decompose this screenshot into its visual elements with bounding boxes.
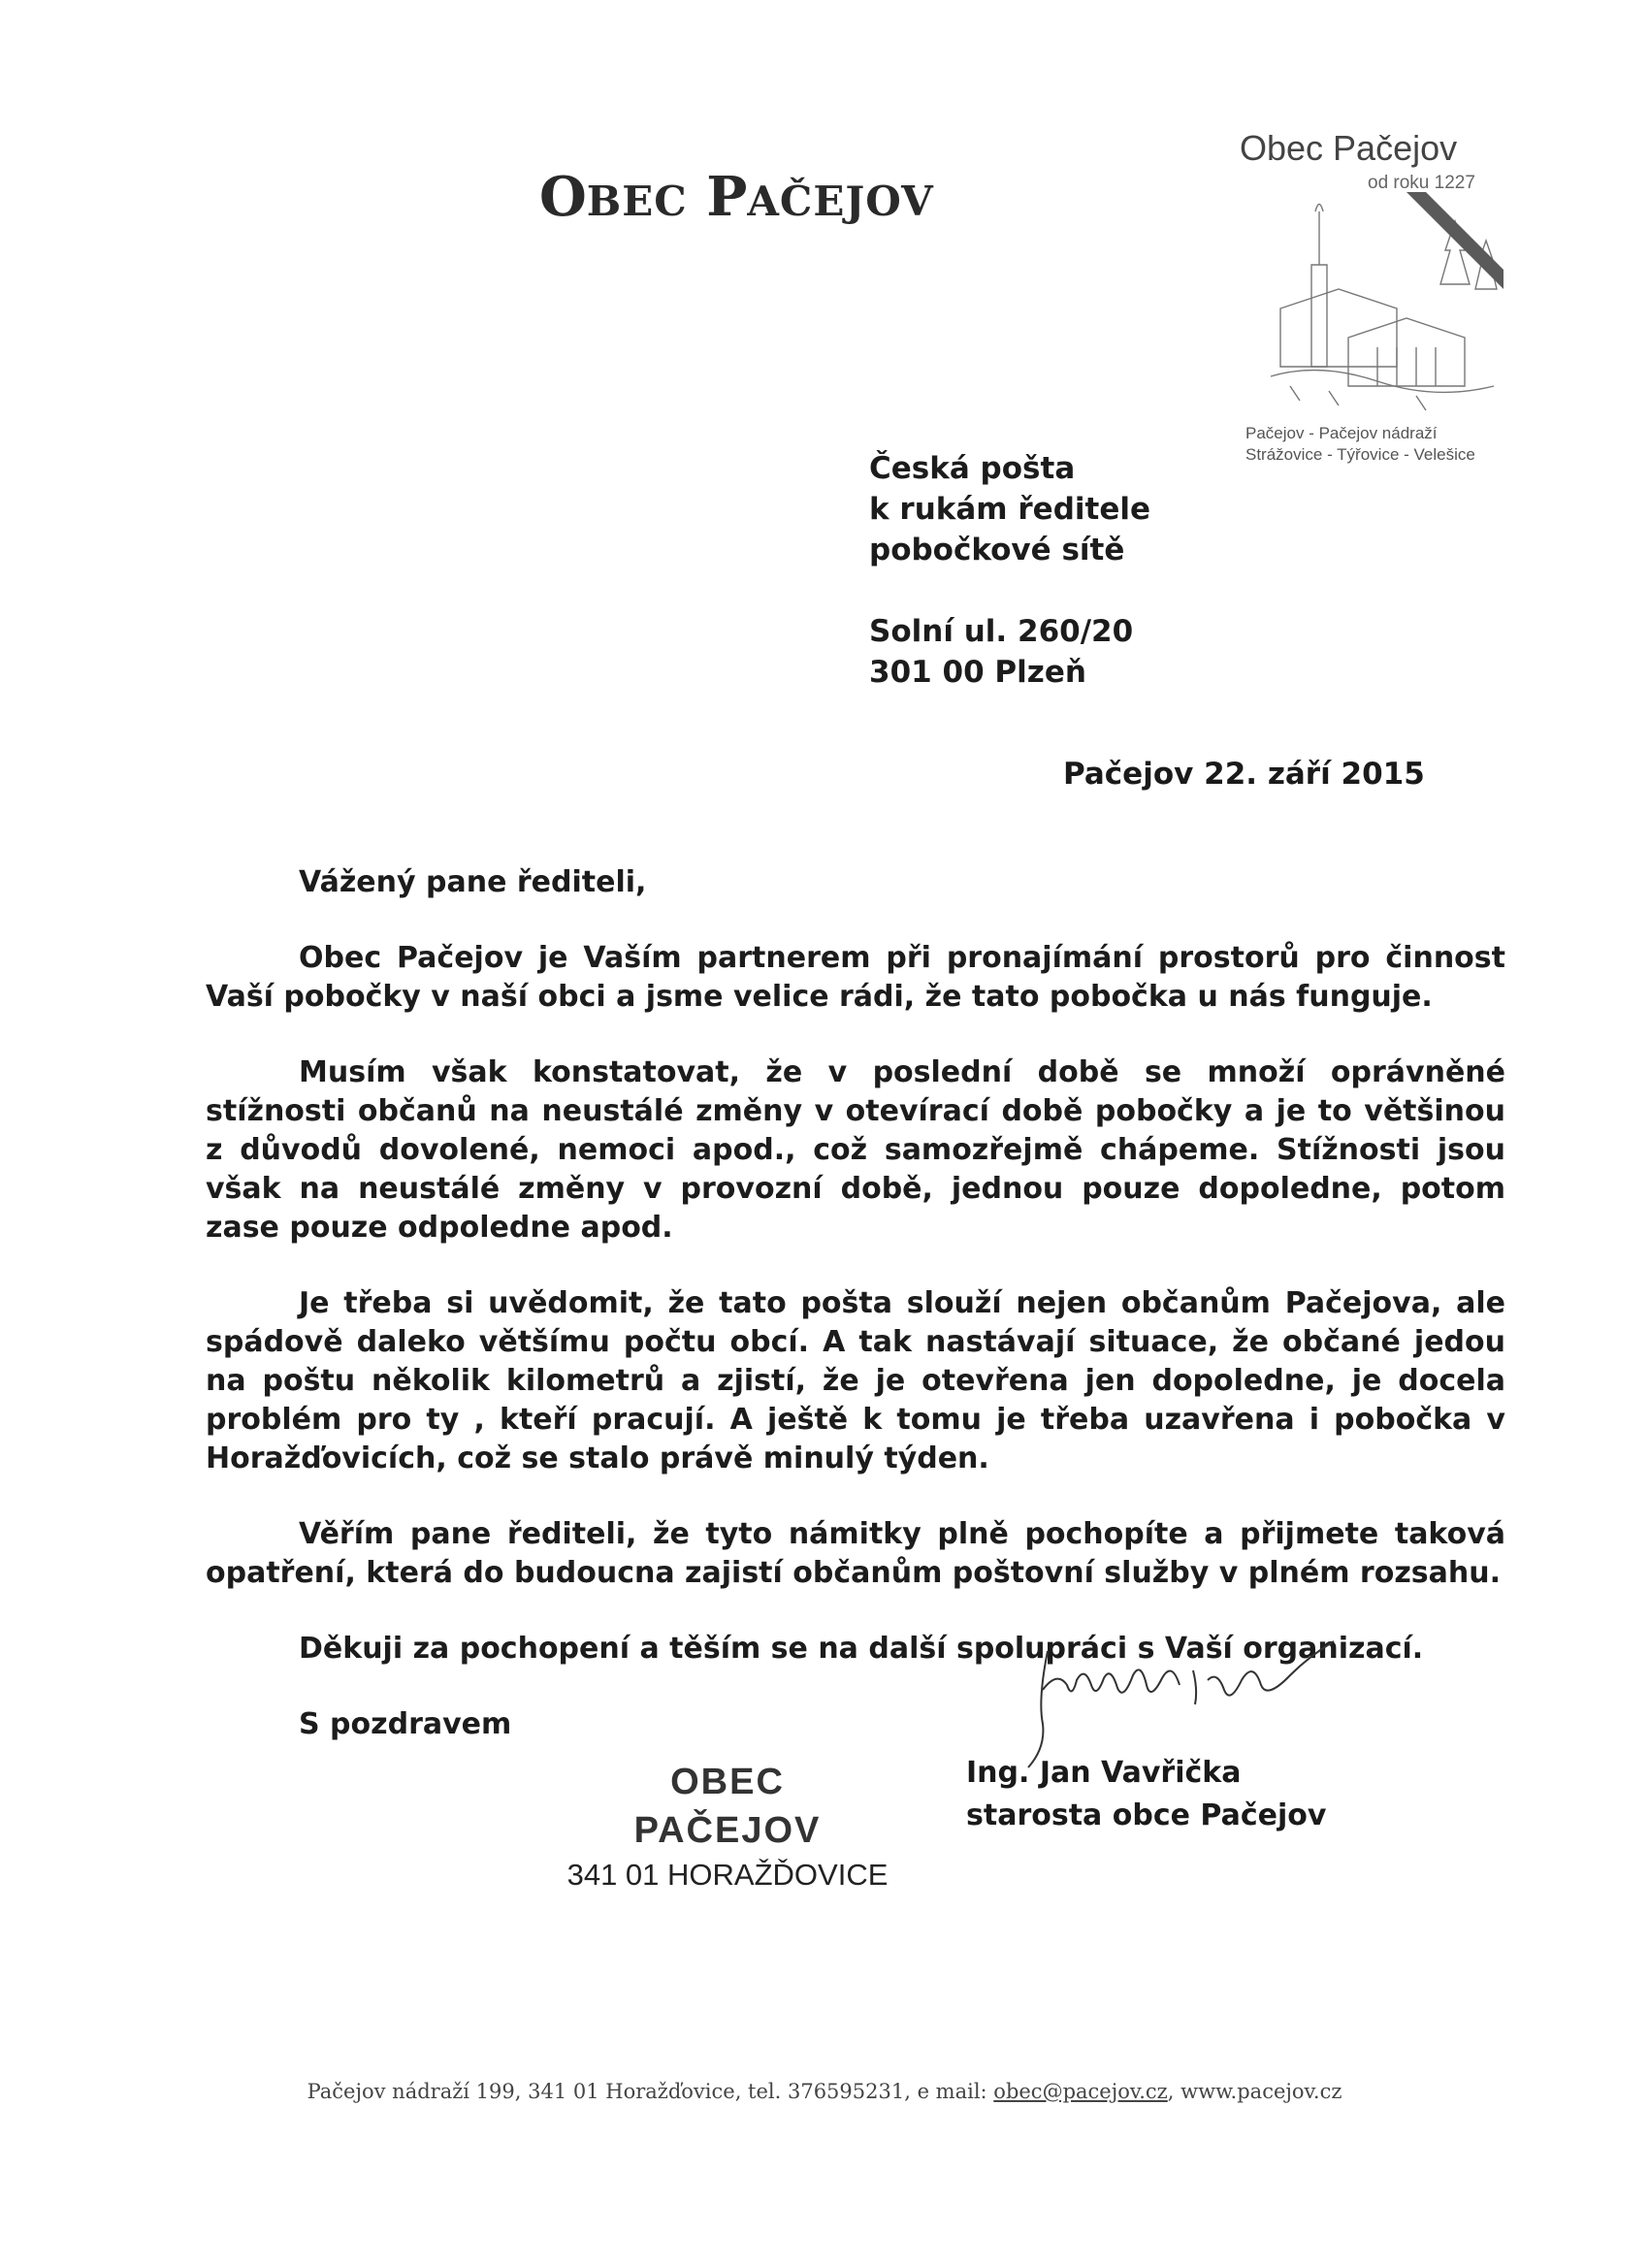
- logo-places-line: Strážovice - Týřovice - Velešice: [1245, 445, 1475, 464]
- paragraph: Musím však konstatovat, že v poslední době se množí oprávněné stížnosti občanů na neustálé změny v otevírací době pobočky a je to většinou z důvodů dovolené, nemoci apod., což samozřejmě chápeme. Stížnosti jsou však na neustálé změny v provozní době, jednou pouze dopoledne, potom zase pouze odpoledne apod.: [206, 1055, 1505, 1245]
- footer-address: Pačejov nádraží 199, 341 01 Horažďovice, tel. 376595231, e mail:: [307, 2080, 994, 2103]
- stamp-line: OBEC: [670, 1762, 785, 1802]
- paragraph: Obec Pačejov je Vaším partnerem při pronajímání prostorů pro činnost Vaší pobočky v naší obci a jsme velice rádi, že tato pobočka u nás funguje.: [206, 941, 1505, 1014]
- paragraph: Věřím pane řediteli, že tyto námitky plně pochopíte a přijmete taková opatření, která do budoucna zajistí občanům poštovní služby v plném rozsahu.: [206, 1517, 1505, 1590]
- logo-places-line: Pačejov - Pačejov nádraží: [1245, 424, 1438, 442]
- stamp-line: 341 01 HORAŽĎOVICE: [566, 1858, 889, 1892]
- footer-web: , www.pacejov.cz: [1167, 2080, 1342, 2103]
- paragraph: Děkuji za pochopení a těším se na další spolupráci s Vaší organizací.: [299, 1632, 1424, 1666]
- salutation: Vážený pane řediteli,: [299, 865, 647, 899]
- title-initial: O: [539, 165, 587, 229]
- recipient-line: Česká pošta: [869, 451, 1076, 486]
- footer-email-link[interactable]: obec@pacejov.cz: [993, 2080, 1168, 2103]
- recipient-street: Solní ul. 260/20: [869, 614, 1134, 649]
- recipient-line: pobočkové sítě: [869, 533, 1125, 567]
- recipient-line: k rukám ředitele: [869, 492, 1151, 527]
- title-rest: AČEJOV: [747, 178, 934, 225]
- municipality-logo: [1232, 114, 1513, 464]
- signer-role: starosta obce Pačejov: [966, 1798, 1327, 1832]
- official-stamp: [543, 1758, 912, 1895]
- logo-since: od roku 1227: [1368, 173, 1475, 193]
- footer-contact: [0, 2080, 1649, 2103]
- signer-name: Ing. Jan Vavřička: [966, 1756, 1242, 1790]
- closing: S pozdravem: [299, 1707, 512, 1741]
- letter-date: Pačejov 22. září 2015: [1063, 757, 1425, 792]
- title-rest: BEC: [586, 178, 688, 225]
- paragraph: Je třeba si uvědomit, že tato pošta slouží nejen občanům Pačejova, ale spádově daleko většímu počtu obcí. A tak nastávají situace, že občané jedou na poštu několik kilometrů a zjistí, že je otevřena jen dopoledne, je docela problém pro ty , kteří pracují. A ještě k tomu je třeba uzavřena i pobočka v Horažďovicích, což se stalo právě minulý týden.: [206, 1286, 1505, 1475]
- letterhead-title: [539, 163, 1121, 236]
- recipient-city: 301 00 Plzeň: [869, 655, 1086, 690]
- logo-places: [1245, 423, 1475, 466]
- stamp-line: PAČEJOV: [633, 1810, 822, 1851]
- signer-block: [966, 1752, 1326, 1837]
- title-initial: P: [706, 165, 748, 229]
- recipient-address: [869, 448, 1150, 693]
- address-spacer: [869, 570, 1150, 611]
- logo-name: Obec Pačejov: [1240, 128, 1458, 168]
- village-sketch-icon: [1261, 192, 1504, 419]
